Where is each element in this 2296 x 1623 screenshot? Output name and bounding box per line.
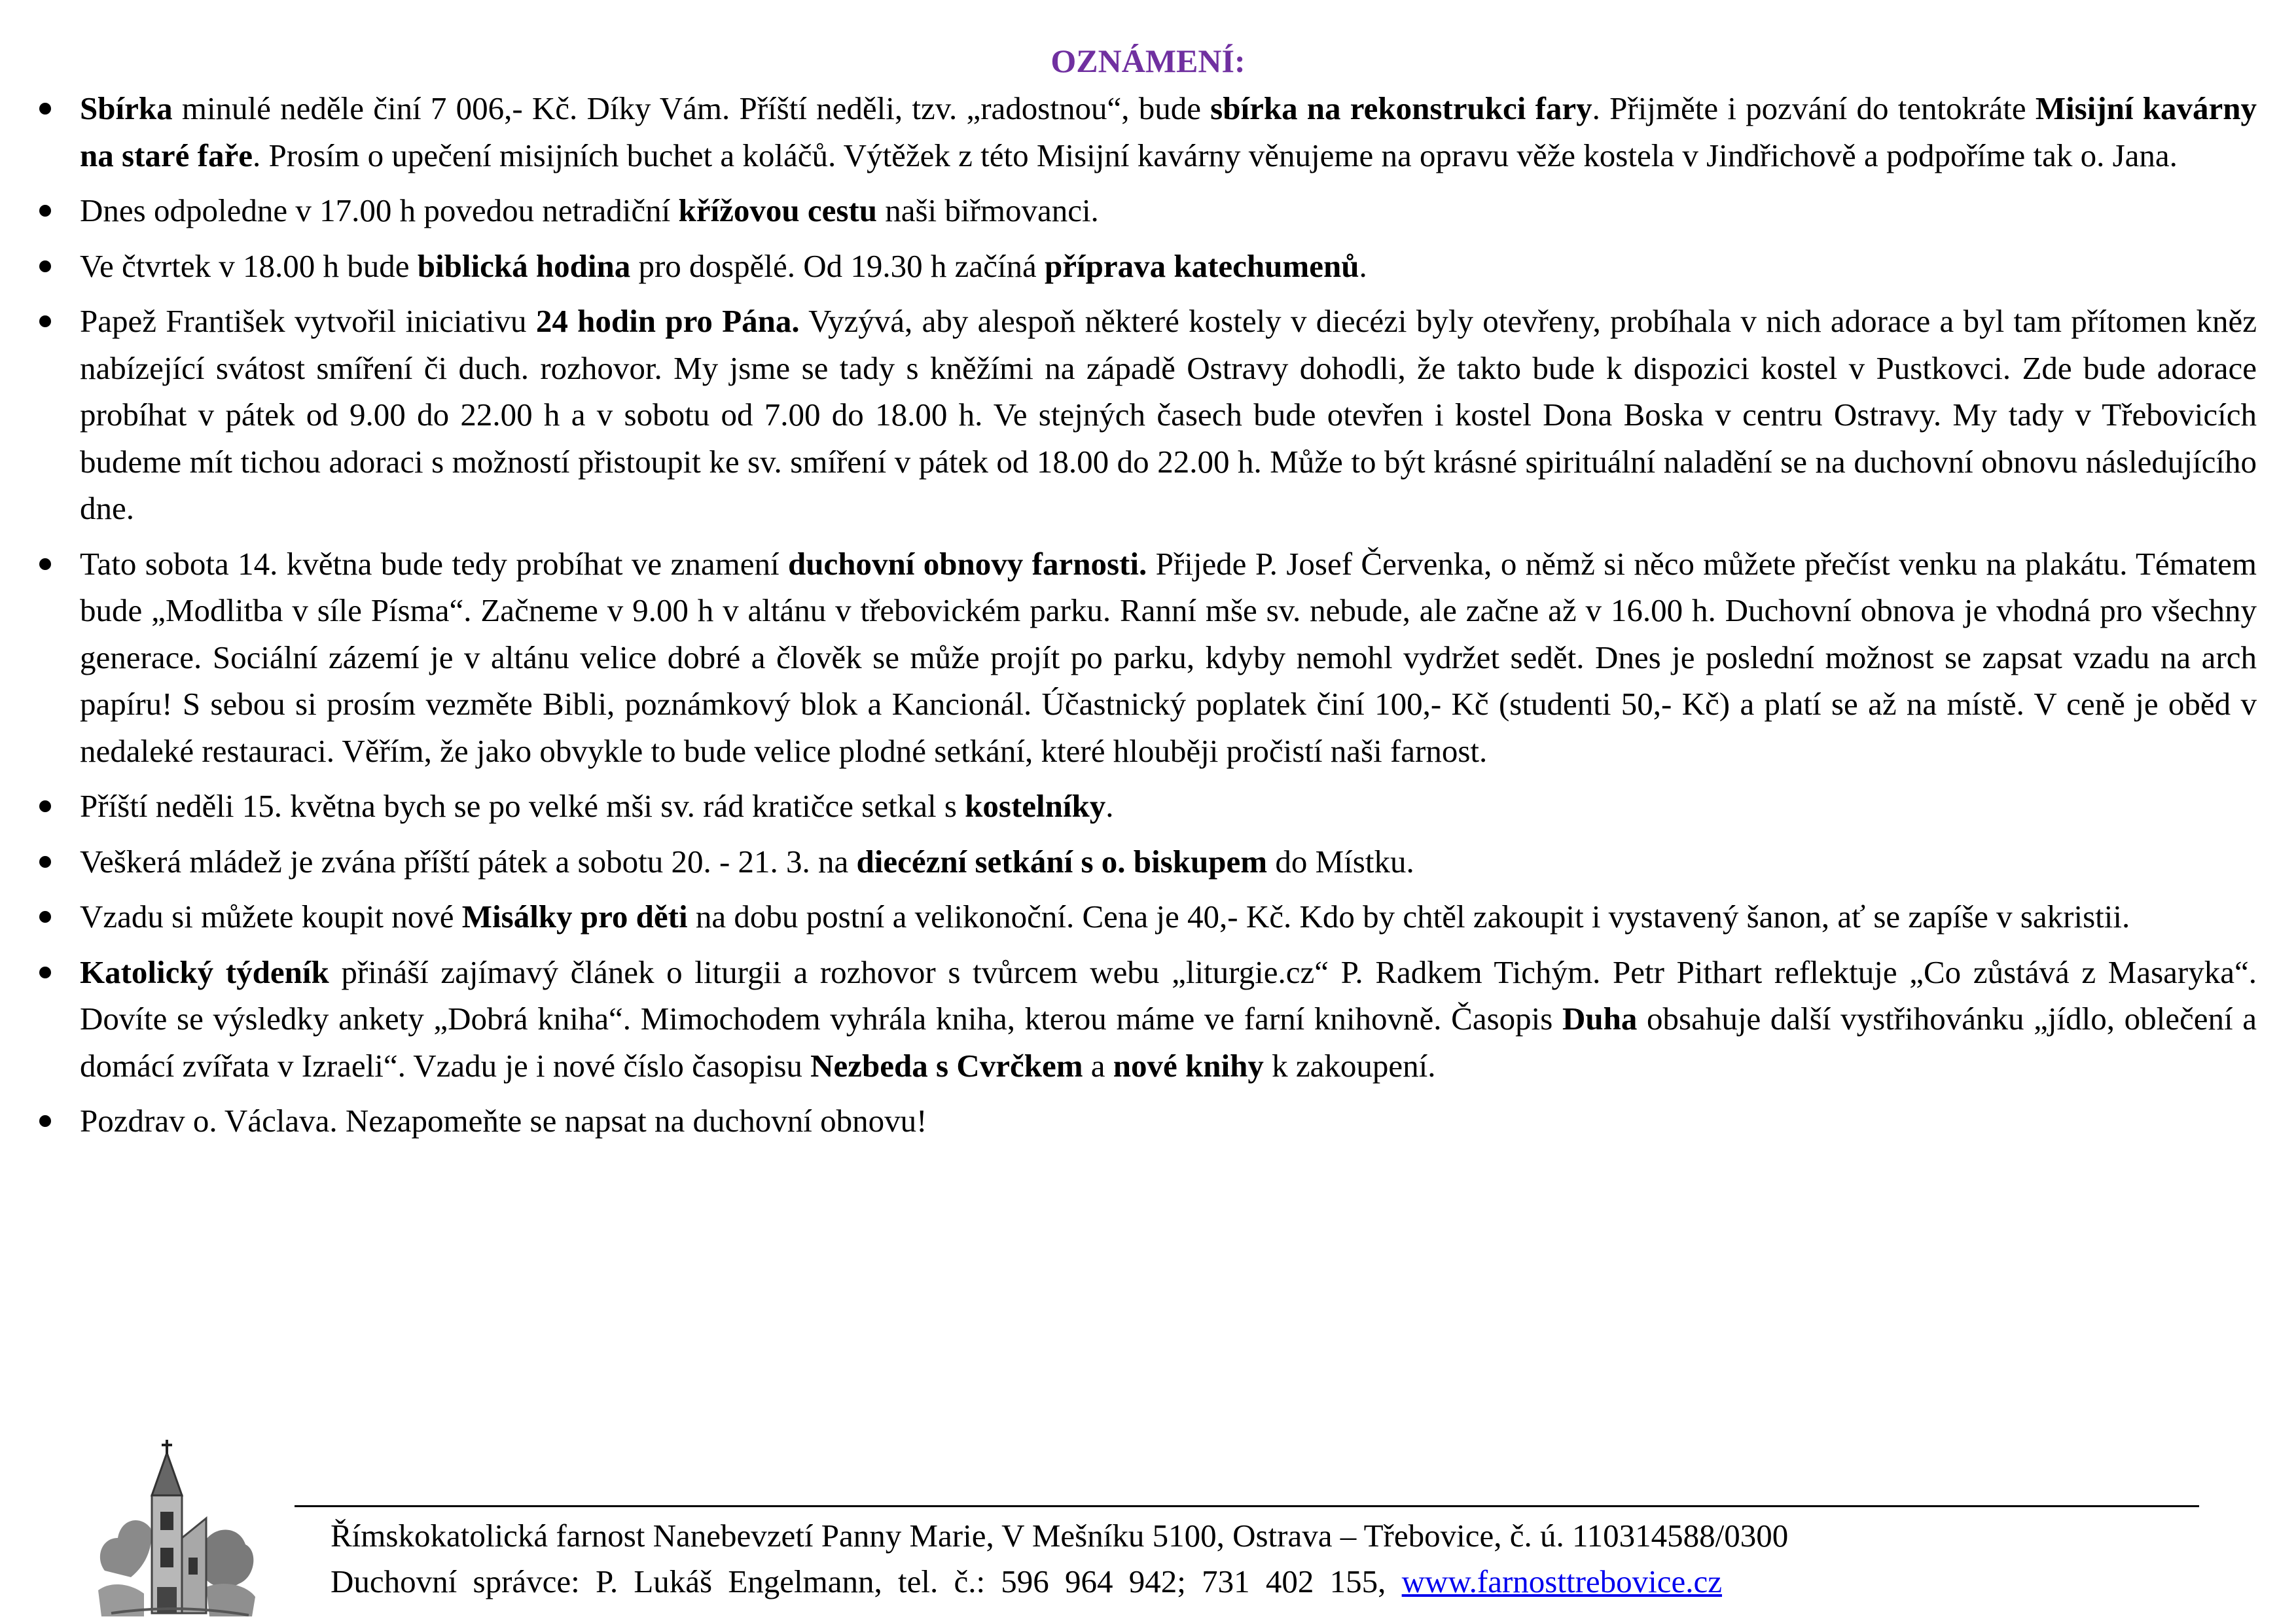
page-title: OZNÁMENÍ:	[1050, 43, 1246, 79]
emphasis-text: sbírka na rekonstrukci fary	[1210, 90, 1592, 126]
announcement-text: Papež František vytvořil iniciativu	[80, 303, 536, 339]
bullet-icon	[39, 315, 51, 327]
emphasis-text: Misijní kavárny na staré faře	[80, 90, 2257, 173]
announcement-text: na dobu postní a velikonoční. Cena je 40,- Kč. Kdo by chtěl zakoupit i vystavený šanon, ať se zapíše v sakristii.	[687, 899, 2130, 935]
bullet-icon	[39, 856, 51, 868]
announcement-text: .	[1105, 788, 1114, 824]
announcement-item	[80, 187, 2257, 234]
announcement-text: Příští neděli 15. května bych se po velké mši sv. rád kratičce setkal s	[80, 788, 965, 824]
emphasis-text: Duha	[1562, 1001, 1638, 1037]
emphasis-text: Nezbeda s Cvrčkem	[810, 1047, 1083, 1084]
website-link[interactable]: www.farnosttrebovice.cz	[1401, 1563, 1723, 1599]
announcement-item	[80, 298, 2257, 532]
bullet-icon	[39, 967, 51, 978]
announcement-text: . Prosím o upečení misijních buchet a koláčů. Výtěžek z této Misijní kavárny věnujeme na opravu věže kostela v Jindřichově a podpoříme tak o. Jana.	[252, 137, 2178, 173]
emphasis-text: biblická hodina	[417, 247, 631, 284]
announcement-text: obsahuje další vystřihovánku „jídlo, oblečení a domácí zvířata v Izraeli“. Vzadu je i nové číslo časopisu	[80, 1001, 2257, 1084]
emphasis-text: nové knihy	[1113, 1047, 1264, 1084]
emphasis-text: diecézní setkání s o. biskupem	[856, 843, 1268, 880]
emphasis-text: Katolický týdeník	[80, 954, 329, 990]
emphasis-text: duchovní obnovy farnosti.	[787, 545, 1147, 582]
announcement-text: Přijede P. Josef Červenka, o němž si něco můžete přečíst venku na plakátu. Tématem bude „Modlitba v síle Písma“. Začneme v 9.00 h v altánu v třebovickém parku. Ranní mše sv. nebude, ale začne až v 16.00 h. Duchovní obnova je vhodná pro všechny generace. Sociální zázemí je v altánu velice dobré a člověk se může projít po parku, kdyby nemohl vydržet sedět. Dnes je poslední možnost se zapsat vzadu na arch papíru! S sebou si prosím vezměte Bibli, poznámkový blok a Kancionál. Účastnický poplatek činí 100,- Kč (studenti 50,- Kč) a platí se až na místě. V ceně je oběd v nedaleké restauraci. Věřím, že jako obvykle to bude velice plodné setkání, které hlouběji pročistí naši farnost.	[80, 545, 2257, 769]
bullet-icon	[39, 800, 51, 812]
emphasis-text: 24 hodin pro Pána.	[535, 303, 800, 339]
announcement-item	[80, 893, 2257, 940]
bullet-icon	[39, 103, 51, 115]
footer	[331, 1513, 2229, 1605]
announcement-text: .	[1359, 247, 1367, 284]
bullet-icon	[39, 911, 51, 923]
emphasis-text: Misálky pro děti	[461, 899, 688, 935]
footer-address: Římskokatolická farnost Nanebevzetí Panny Marie, V Mešníku 5100, Ostrava – Třebovice, č. ú. 110314588/0300	[331, 1518, 1789, 1554]
emphasis-text: Sbírka	[80, 90, 173, 126]
announcement-text: Ve čtvrtek v 18.00 h bude	[80, 247, 418, 284]
announcement-list	[80, 85, 2257, 1153]
announcement-text: přináší zajímavý článek o liturgii a rozhovor s tvůrcem webu „liturgie.cz“ P. Radkem Tichým. Petr Pithart reflektuje „Co zůstává z Masaryka“. Dovíte se výsledky ankety „Dobrá kniha“. Mimochodem vyhrála kniha, kterou máme ve farní knihovně. Časopis	[80, 954, 2257, 1037]
announcement-text: pro dospělé. Od 19.30 h začíná	[630, 247, 1045, 284]
announcement-text: minulé neděle činí 7 006,- Kč. Díky Vám. Příští neděli, tzv. „radostnou“, bude	[172, 90, 1211, 126]
bullet-icon	[39, 1115, 51, 1127]
announcement-item	[80, 783, 2257, 830]
bullet-icon	[39, 558, 51, 570]
announcement-text: do Místku.	[1267, 843, 1414, 880]
footer-contact	[331, 1559, 2229, 1605]
announcement-item	[80, 838, 2257, 885]
emphasis-text: kostelníky	[965, 788, 1106, 824]
announcement-item	[80, 1097, 2257, 1145]
announcement-item	[80, 949, 2257, 1090]
announcement-text: Veškerá mládež je zvána příští pátek a sobotu 20. - 21. 3. na	[80, 843, 857, 880]
announcement-text: naši biřmovanci.	[876, 192, 1099, 228]
announcement-text: Dnes odpoledne v 17.00 h povedou netradiční	[80, 192, 679, 228]
announcement-item	[80, 243, 2257, 290]
bullet-icon	[39, 260, 51, 272]
announcement-text: Vzadu si můžete koupit nové	[80, 899, 462, 935]
emphasis-text: příprava katechumenů	[1044, 247, 1359, 284]
church-icon	[92, 1440, 262, 1623]
announcement-item	[80, 541, 2257, 775]
announcement-item	[80, 85, 2257, 179]
announcement-text: . Přijměte i pozvání do tentokráte	[1592, 90, 2036, 126]
announcement-text: Pozdrav o. Václava. Nezapomeňte se napsat na duchovní obnovu!	[80, 1103, 927, 1139]
announcement-text: a	[1083, 1047, 1113, 1084]
announcement-text: Vyzývá, aby alespoň některé kostely v diecézi byly otevřeny, probíhala v nich adorace a byl tam přítomen kněz nabízející svátost smíření či duch. rozhovor. My jsme se tady s kněžími na západě Ostravy dohodli, že takto bude k dispozici kostel v Pustkovci. Zde bude adorace probíhat v pátek od 9.00 do 22.00 h a v sobotu od 7.00 do 18.00 h. Ve stejných časech bude otevřen i kostel Dona Boska v centru Ostravy. My tady v Třebovicích budeme mít tichou adoraci s možností přistoupit ke sv. smíření v pátek od 18.00 do 22.00 h. Může to být krásné spirituální naladění se na duchovní obnovu následujícího dne.	[80, 303, 2257, 526]
announcement-text: Tato sobota 14. května bude tedy probíhat ve znamení	[80, 545, 788, 582]
announcement-text: k zakoupení.	[1263, 1047, 1436, 1084]
footer-contact-text: Duchovní správce: P. Lukáš Engelmann, tel. č.: 596 964 942; 731 402 155,	[331, 1563, 1402, 1599]
footer-divider	[295, 1505, 2199, 1507]
emphasis-text: křížovou cestu	[678, 192, 877, 228]
bullet-icon	[39, 205, 51, 217]
